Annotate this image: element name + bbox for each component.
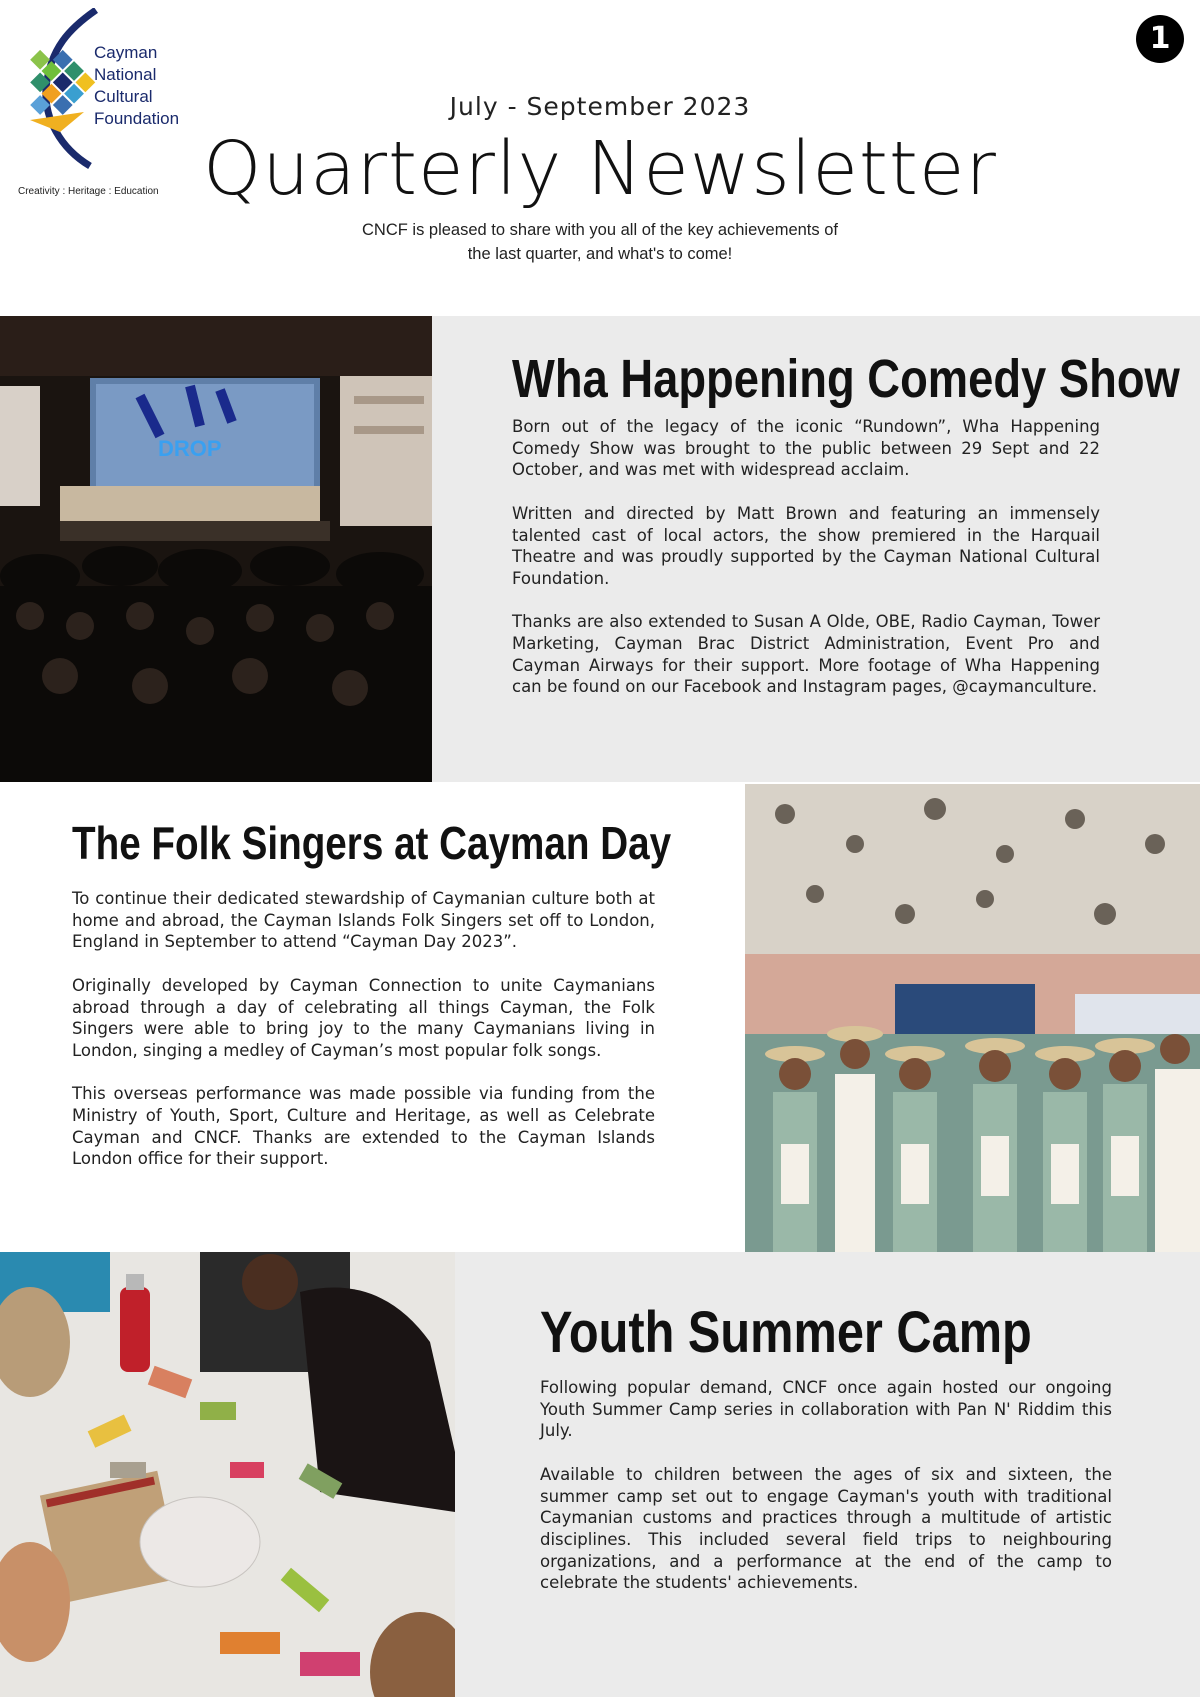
date-range: July - September 2023 [449, 92, 751, 121]
folk-singers-photo [745, 784, 1200, 1252]
logo-word-foundation: Foundation [94, 109, 180, 128]
comedy-paragraph-3: Thanks are also extended to Susan A Olde, OBE, Radio Cayman, Tower Marketing, Cayman Brac District Administration, Event Pro and Cayman Airways for their support. More footage of Wha Happening can be found on our Facebook and Instagram pages, @caymanculture. [512, 612, 1100, 697]
page-number-badge: 1 [1136, 15, 1184, 63]
logo-mosaic-icon [10, 8, 100, 178]
comedy-show-body [512, 416, 1100, 720]
logo-word-cayman: Cayman [94, 43, 158, 62]
camp-paragraph-1: Following popular demand, CNCF once again hosted our ongoing Youth Summer Camp series in collaboration with Pan N' Riddim this July. [540, 1378, 1112, 1441]
camp-paragraph-2: Available to children between the ages of six and sixteen, the summer camp set out to engage Cayman's youth with traditional Caymanian customs and practices through a multitude of artistic disciplines. This included several field trips to neighbouring organizations, and a performance at the end of the camp to celebrate the students' achievements. [540, 1464, 1112, 1593]
page-title: Quarterly Newsletter [203, 126, 997, 212]
logo-tagline: Creativity : Heritage : Education [18, 186, 159, 197]
comedy-show-photo [0, 316, 432, 782]
folk-paragraph-2: Originally developed by Cayman Connection to unite Caymanians abroad through a day of celebrating all things Cayman, the Folk Singers were able to bring joy to the many Caymanians living in London, singing a medley of Cayman’s most popular folk songs. [72, 975, 655, 1060]
comedy-paragraph-2: Written and directed by Matt Brown and featuring an immensely talented cast of local actors, the show premiered in the Harquail Theatre and was proudly supported by the Cayman National Cultural Foundation. [512, 503, 1100, 588]
comedy-paragraph-1: Born out of the legacy of the iconic “Rundown”, Wha Happening Comedy Show was brought to the public between 29 Sept and 22 October, and was met with widespread acclaim. [512, 417, 1100, 480]
folk-paragraph-1: To continue their dedicated stewardship of Caymanian culture both at home and abroad, the Cayman Islands Folk Singers set off to London, England in September to attend “Cayman Day 2023”. [72, 889, 655, 952]
folk-singers-body [72, 888, 655, 1192]
logo-word-national: National [94, 65, 157, 84]
summer-camp-body [540, 1377, 1112, 1616]
summer-camp-title: Youth Summer Camp [540, 1300, 1032, 1365]
intro-line-2: the last quarter, and what's to come! [467, 245, 733, 263]
intro-line-1: CNCF is pleased to share with you all of the key achievements of [362, 221, 838, 239]
stage-screen-text: DROP [158, 436, 222, 461]
comedy-show-title: Wha Happening Comedy Show [512, 349, 1180, 409]
summer-camp-photo [0, 1252, 455, 1697]
folk-paragraph-3: This overseas performance was made possible via funding from the Ministry of Youth, Sport, Culture and Heritage, as well as Celebrate Cayman and CNCF. Thanks are extended to the Cayman Islands London office for their support. [72, 1084, 655, 1169]
folk-singers-title: The Folk Singers at Cayman Day [72, 817, 672, 869]
intro-text [300, 218, 900, 266]
logo-word-cultural: Cultural [94, 87, 153, 106]
